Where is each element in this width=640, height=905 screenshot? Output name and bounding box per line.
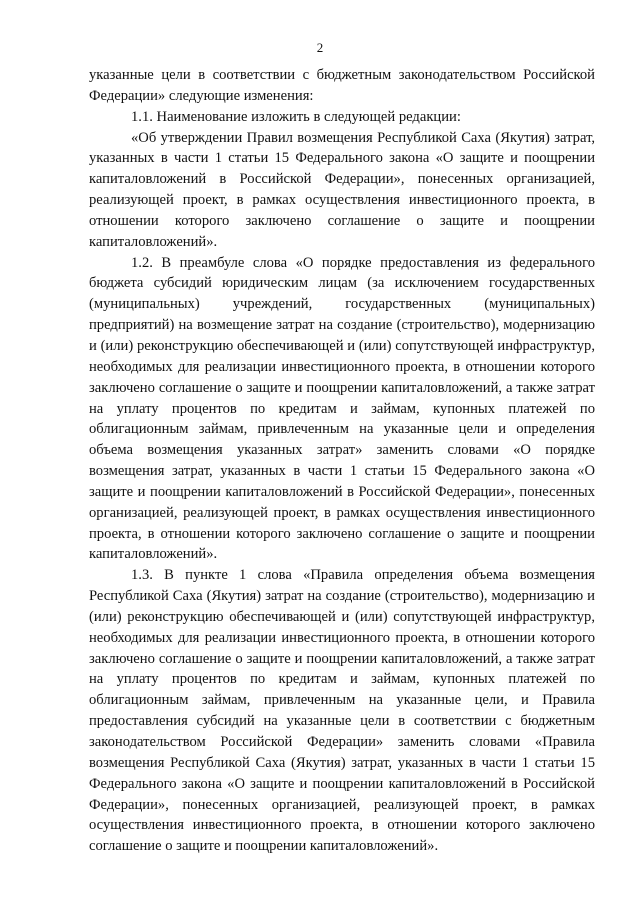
page-number: 2 [316, 40, 324, 55]
paragraph-continuation: указанные цели в соответствии с бюджетным законодательством Российской Федерации» следующие изменения: [89, 67, 595, 104]
paragraph-item-1-1: 1.1. Наименование изложить в следующей редакции: [131, 108, 461, 125]
document-body [89, 65, 595, 857]
paragraph-item-1-3: 1.3. В пункте 1 слова «Правила определения объема возмещения Республикой Саха (Якутия) затрат на создание (строительство), модернизацию и (или) реконструкцию обеспечивающей и (или) сопутствующей инфраструктур, необходимых для реализации инвестиционного проекта, в отношении которого заключено соглашение о защите и поощрении капиталовложений, а также затрат на уплату процентов по кредитам и займам, купонных платежей по облигационным займам, привлеченным на указанные цели, и Правила предоставления субсидий на указанные цели в соответствии с бюджетным законодательством Российской Федерации» заменить словами «Правила возмещения Республикой Саха (Якутия) затрат, указанных в части 1 статьи 15 Федерального закона «О защите и поощрении капиталовложений в Российской Федерации», понесенных организацией, реализующей проект, в рамках осуществления инвестиционного проекта, в отношении которого заключено соглашение о защите и поощрении капиталовложений». [89, 567, 595, 855]
paragraph-item-1-2: 1.2. В преамбуле слова «О порядке предоставления из федерального бюджета субсидий юридическим лицам (за исключением государственных (муниципальных) учреждений, государственных (муниципальных) предприятий) на возмещение затрат на создание (строительство), модернизацию и (или) реконструкцию обеспечивающей и (или) сопутствующей инфраструктур, необходимых для реализации инвестиционного проекта, в отношении которого заключено соглашение о защите и поощрении капиталовложений, а также затрат на уплату процентов по кредитам и займам, купонных платежей по облигационным займам, привлеченным на указанные цели и определения объема возмещения указанных затрат» заменить словами «О порядке возмещения затрат, указанных в части 1 статьи 15 Федерального закона «О защите и поощрении капиталовложений в Российской Федерации», понесенных организацией, реализующей проект, в рамках осуществления инвестиционного проекта, в отношении которого заключено соглашение о защите и поощрении капиталовложений». [89, 254, 595, 563]
paragraph-new-title: «Об утверждении Правил возмещения Республикой Саха (Якутия) затрат, указанных в части 1 статьи 15 Федерального закона «О защите и поощрении капиталовложений в Российской Федерации», понесенных организацией, реализующей проект, в рамках осуществления инвестиционного проекта, в отношении которого заключено соглашение о защите и поощрении капиталовложений». [89, 129, 595, 250]
